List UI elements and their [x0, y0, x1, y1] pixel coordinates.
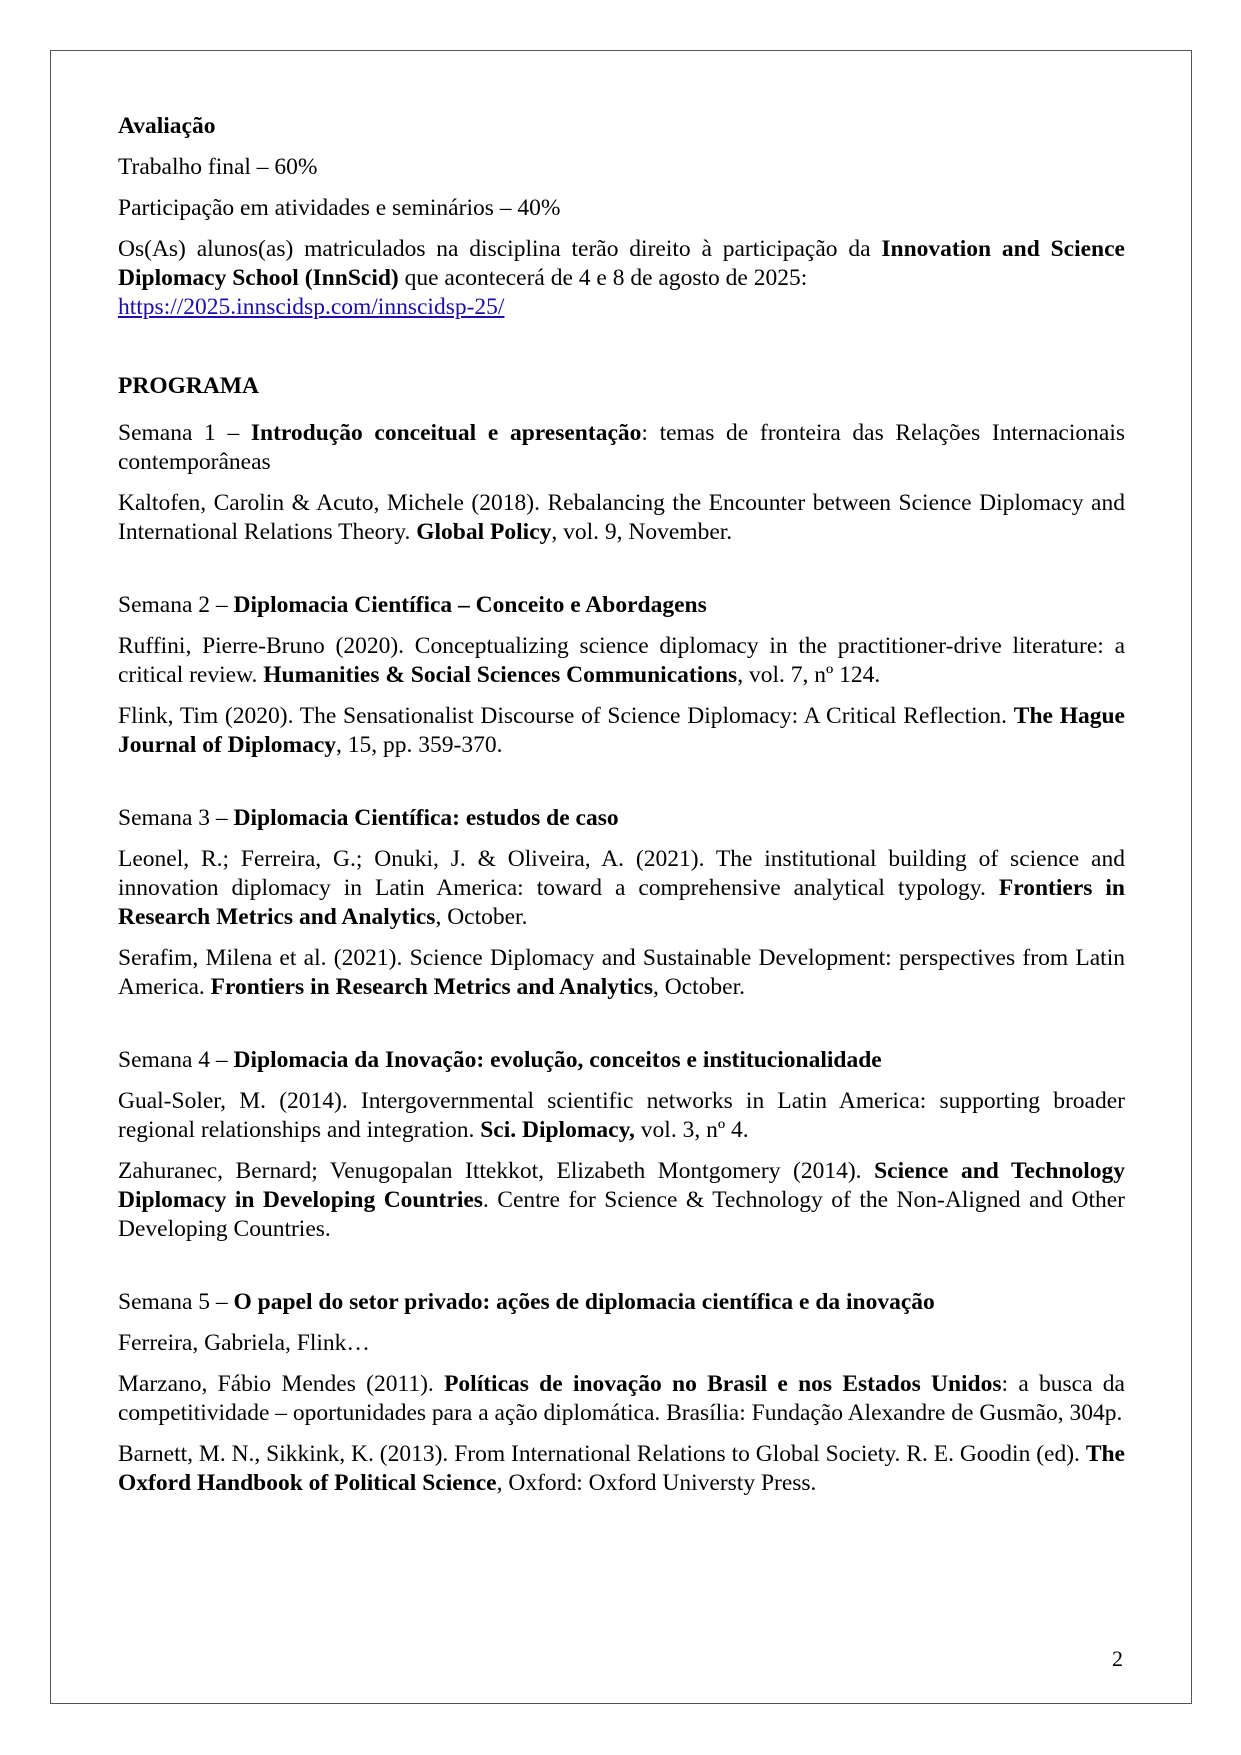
week-label: Semana 1 –: [118, 420, 251, 446]
note-text: Os(As) alunos(as) matriculados na disciplina terão direito à participação da: [118, 236, 882, 262]
evaluation-item: Participação em atividades e seminários – 40%: [118, 195, 561, 221]
week-section: [118, 419, 1125, 547]
page-number: 2: [1112, 1646, 1123, 1671]
document-body: [118, 112, 1125, 1510]
reference: Kaltofen, Carolin & Acuto, Michele (2018). Rebalancing the Encounter between Science Diplomacy and International Relations Theory. Global Policy, vol. 9, November.: [118, 490, 1125, 545]
week-title: [118, 591, 1125, 620]
reference: Barnett, M. N., Sikkink, K. (2013). From International Relations to Global Society. R. E. Goodin (ed). The Oxford Handbook of Political Science, Oxford: Oxford Universty Press.: [118, 1441, 1125, 1496]
week-title: [118, 1288, 1125, 1317]
week-title-bold: O papel do setor privado: ações de diplomacia científica e da inovação: [233, 1289, 935, 1315]
reference: Ruffini, Pierre-Bruno (2020). Conceptualizing science diplomacy in the practitioner-drive literature: a critical review. Humanities & Social Sciences Communications, vol. 7, nº 124.: [118, 633, 1125, 688]
note-text: que acontecerá de 4 e 8 de agosto de 2025:: [398, 265, 808, 291]
week-section: [118, 1288, 1125, 1498]
reference: Marzano, Fábio Mendes (2011). Políticas de inovação no Brasil e nos Estados Unidos: a busca da competitividade – oportunidades para a ação diplomática. Brasília: Fundação Alexandre de Gusmão, 304p.: [118, 1371, 1125, 1426]
week-title: [118, 804, 1125, 833]
reference: Ferreira, Gabriela, Flink…: [118, 1330, 370, 1356]
innscid-note: [118, 235, 1125, 322]
week-label: Semana 5 –: [118, 1289, 234, 1315]
week-title-rest: : temas de fronteira das Relações Internacionais contemporâneas: [118, 420, 1125, 475]
programa-heading: PROGRAMA: [118, 373, 259, 399]
week-section: [118, 1046, 1125, 1244]
week-section: [118, 591, 1125, 760]
week-section: [118, 804, 1125, 1002]
evaluation-heading: Avaliação: [118, 113, 216, 139]
week-title-bold: Introdução conceitual e apresentação: [250, 420, 642, 446]
week-title: [118, 1046, 1125, 1075]
note-bold: Innovation and Science Diplomacy School (InnScid): [118, 236, 1125, 291]
week-label: Semana 4 –: [118, 1047, 234, 1073]
week-title: [118, 419, 1125, 477]
evaluation-item: Trabalho final – 60%: [118, 154, 318, 180]
week-title-bold: Diplomacia Científica: estudos de caso: [233, 805, 619, 831]
reference: Serafim, Milena et al. (2021). Science Diplomacy and Sustainable Development: perspectives from Latin America. Frontiers in Research Metrics and Analytics, October.: [118, 945, 1125, 1000]
reference: Leonel, R.; Ferreira, G.; Onuki, J. & Oliveira, A. (2021). The institutional building of science and innovation diplomacy in Latin America: toward a comprehensive analytical typology. Frontiers in Research Metrics and Analytics, October.: [118, 846, 1125, 930]
week-label: Semana 3 –: [118, 805, 234, 831]
reference: Gual-Soler, M. (2014). Intergovernmental scientific networks in Latin America: supporting broader regional relationships and integration. Sci. Diplomacy, vol. 3, nº 4.: [118, 1088, 1125, 1143]
week-title-bold: Diplomacia da Inovação: evolução, conceitos e institucionalidade: [233, 1047, 882, 1073]
innscid-link[interactable]: https://2025.innscidsp.com/innscidsp-25/: [118, 294, 505, 320]
reference: Flink, Tim (2020). The Sensationalist Discourse of Science Diplomacy: A Critical Reflection. The Hague Journal of Diplomacy, 15, pp. 359-370.: [118, 703, 1125, 758]
reference: Zahuranec, Bernard; Venugopalan Ittekkot, Elizabeth Montgomery (2014). Science and Technology Diplomacy in Developing Countries. Centre for Science & Technology of the Non-Aligned and Other Developing Countries.: [118, 1158, 1125, 1242]
week-label: Semana 2 –: [118, 592, 234, 618]
week-title-bold: Diplomacia Científica – Conceito e Abordagens: [233, 592, 707, 618]
